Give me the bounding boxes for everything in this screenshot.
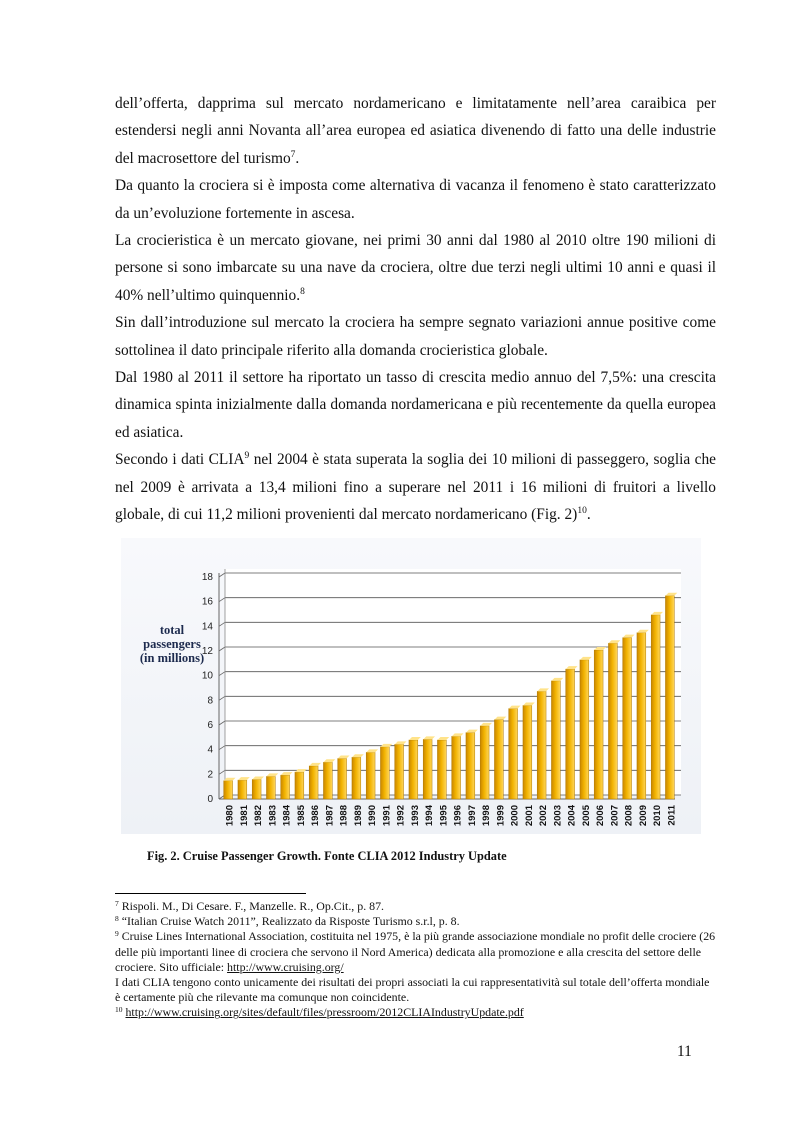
gridline xyxy=(219,622,225,626)
x-tick-label: 1980 xyxy=(224,805,236,827)
x-tick-label: 2008 xyxy=(623,805,635,827)
y-axis-label: (in millions) xyxy=(139,651,205,665)
x-tick-label: 1992 xyxy=(395,805,407,827)
x-tick-label: 2004 xyxy=(566,805,578,827)
y-tick-label: 2 xyxy=(207,769,213,781)
x-tick-label: 2009 xyxy=(637,805,649,827)
x-tick-label: 1988 xyxy=(338,805,350,827)
bar xyxy=(238,780,247,799)
footnote-7: $^7$ Rispoli. M., Di Cesare. F., Manzelle. R., Op.Cit., p. 87. xyxy=(115,899,385,913)
paragraph: Da quanto la crociera si è imposta come alternativa di vacanza il fenomeno è stato caratterizzato da un’evoluzione fortemente in ascesa. xyxy=(115,177,716,222)
bar xyxy=(395,744,404,799)
gridline xyxy=(219,598,225,602)
paragraph: Dal 1980 al 2011 il settore ha riportato un tasso di crescita medio annuo del 7,5%: una crescita dinamica spinta inizialmente dalla domanda nordamericana e più recentemente da quella europea ed asiatica. xyxy=(115,369,716,441)
y-tick-label: 0 xyxy=(207,794,213,805)
bar xyxy=(566,669,575,799)
bar xyxy=(523,706,532,800)
y-tick-label: 8 xyxy=(207,695,213,707)
y-tick-label: 4 xyxy=(207,744,213,756)
x-tick-label: 1981 xyxy=(238,805,250,827)
x-tick-label: 1993 xyxy=(409,805,421,827)
bar xyxy=(537,691,546,799)
footnotes xyxy=(115,899,716,1021)
x-tick-label: 1983 xyxy=(267,805,279,827)
x-tick-label: 1990 xyxy=(367,805,379,827)
footnote-divider xyxy=(115,893,306,894)
x-tick-label: 1989 xyxy=(352,805,364,827)
body-text xyxy=(115,90,716,529)
y-axis-label: passengers xyxy=(143,637,201,651)
gridline xyxy=(219,647,225,651)
bar xyxy=(665,596,674,799)
footnote-ref: 9 xyxy=(244,451,250,462)
gridline xyxy=(219,746,225,750)
figure-caption: Fig. 2. Cruise Passenger Growth. Fonte CLIA 2012 Industry Update xyxy=(147,849,507,863)
bar xyxy=(623,638,632,799)
footnote-10: $^{10}$ http://www.cruising.org/sites/default/files/pressroom/2012CLIAIndustryUpdate.pdf xyxy=(115,1005,524,1020)
bar xyxy=(637,633,646,799)
y-tick-label: 16 xyxy=(201,596,213,608)
bar xyxy=(380,747,389,799)
bar xyxy=(295,772,304,799)
x-tick-label: 2002 xyxy=(538,805,550,827)
x-tick-label: 1985 xyxy=(295,805,307,827)
bar xyxy=(437,740,446,799)
footnote-ref: 10 xyxy=(577,506,587,517)
x-tick-label: 1996 xyxy=(452,805,464,827)
bar xyxy=(551,681,560,799)
gridline xyxy=(219,721,225,725)
y-tick-label: 6 xyxy=(207,720,213,731)
bar xyxy=(480,726,489,799)
footnote-9: $^9$ Cruise Lines International Association, costituita nel 1975, è la più grande associazione mondiale no profit delle crociere (26 delle più importanti linee di crociera che servono il Nord America) dedicata alla promozione e alla crescita del settore delle crociere. Sito ufficiale: http://www.cruising.org/ xyxy=(115,929,716,974)
gridline xyxy=(219,696,225,700)
y-tick-label: 18 xyxy=(201,572,213,583)
footnote-clia-note: I dati CLIA tengono conto unicamente dei risultati dei propri associati la cui rappresentatività sul totale dell’offerta mondiale è certamente più che rilevante ma comunque non coincidente. xyxy=(115,975,710,1005)
chart-plot xyxy=(121,538,701,834)
paragraph: Sin dall’introduzione sul mercato la crociera ha sempre segnato variazioni annue positive come sottolinea il dato principale riferito alla domanda crocieristica globale. xyxy=(115,314,716,359)
clia-report-link[interactable]: http://www.cruising.org/sites/default/files/pressroom/2012CLIAIndustryUpdate.pdf xyxy=(125,1005,524,1020)
x-tick-label: 1987 xyxy=(324,805,336,827)
footnote-ref: 7 xyxy=(290,149,296,160)
bar xyxy=(452,736,461,799)
bar xyxy=(309,766,318,799)
gridline xyxy=(219,573,225,577)
x-tick-label: 1984 xyxy=(281,805,293,827)
gridline xyxy=(219,672,225,676)
x-tick-label: 2001 xyxy=(523,805,535,827)
paragraph: La crocieristica è un mercato giovane, nei primi 30 anni dal 1980 al 2010 oltre 190 milioni di persone si sono imbarcate su una nave da crociera, oltre due terzi negli ultimi 10 anni e quasi il 40% nell’ultimo quinquennio.$^8$ xyxy=(115,232,716,304)
x-tick-label: 1994 xyxy=(424,805,436,827)
bar xyxy=(366,752,375,799)
bar xyxy=(266,776,275,799)
bar xyxy=(509,709,518,799)
footnote-8: $^8$ “Italian Cruise Watch 2011”, Realizzato da Risposte Turismo s.r.l, p. 8. xyxy=(115,914,460,929)
x-tick-label: 1998 xyxy=(481,805,493,827)
x-tick-label: 2005 xyxy=(580,805,592,827)
bar xyxy=(224,781,233,799)
bar xyxy=(423,739,432,799)
x-tick-label: 1995 xyxy=(438,805,450,827)
y-tick-label: 12 xyxy=(201,646,213,657)
bar xyxy=(494,720,503,799)
x-tick-label: 2003 xyxy=(552,805,564,827)
x-tick-label: 1986 xyxy=(310,805,322,827)
x-tick-label: 1991 xyxy=(381,805,393,827)
bar xyxy=(323,762,332,799)
x-tick-label: 2000 xyxy=(509,805,521,827)
y-tick-label: 10 xyxy=(201,670,213,682)
cruising-link[interactable]: http://www.cruising.org/ xyxy=(227,959,344,974)
bar xyxy=(252,780,261,800)
y-tick-label: 14 xyxy=(201,621,213,633)
bar xyxy=(594,650,603,799)
page-number: 11 xyxy=(677,1043,692,1060)
x-tick-label: 1982 xyxy=(253,805,265,827)
bar xyxy=(338,759,347,799)
x-tick-label: 2011 xyxy=(666,805,678,826)
bar xyxy=(352,757,361,799)
x-tick-label: 2006 xyxy=(595,805,607,827)
bar xyxy=(281,775,290,799)
passenger-growth-chart xyxy=(121,538,701,834)
paragraph: Secondo i dati CLIA$^9$ nel 2004 è stata superata la soglia dei 10 milioni di passeggero, soglia che nel 2009 è arrivata a 13,4 milioni fino a superare nel 2011 i 16 milioni di fruitori a livello globale, di cui 11,2 milioni provenienti dal mercato nordamericano (Fig. 2)$^{10}$. xyxy=(115,451,716,524)
bar xyxy=(580,660,589,799)
bar xyxy=(608,643,617,799)
x-tick-label: 2010 xyxy=(652,805,664,827)
footnote-ref: 8 xyxy=(300,286,305,297)
paragraph: dell’offerta, dapprima sul mercato nordamericano e limitatamente nell’area caraibica per estendersi negli anni Novanta all’area europea ed asiatica divenendo di fatto una delle industrie del macrosettore del turismo$^7$. xyxy=(115,95,716,167)
gridline xyxy=(219,770,225,774)
x-tick-label: 1997 xyxy=(466,805,478,827)
y-axis-label: total xyxy=(159,623,185,637)
bar xyxy=(651,615,660,799)
x-tick-label: 2007 xyxy=(609,805,621,827)
x-tick-label: 1999 xyxy=(495,805,507,827)
bar xyxy=(466,733,475,799)
bar xyxy=(409,740,418,799)
